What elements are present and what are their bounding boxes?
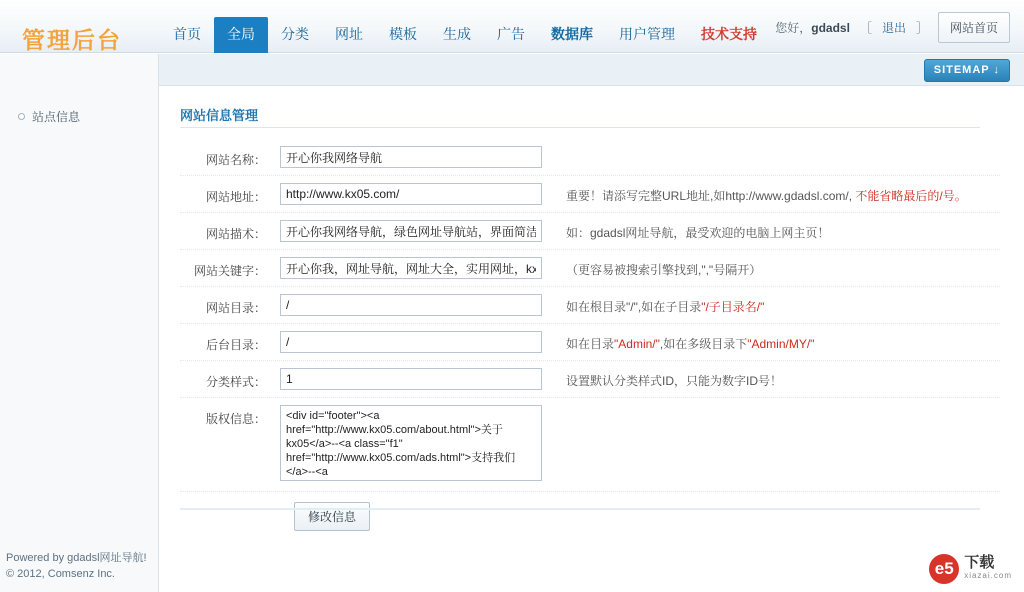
nav-item-generate[interactable]: 生成 [443,26,471,42]
form-row-admin-directory [180,324,1000,361]
main-nav [160,14,770,53]
watermark-subtitle: xiazai.com [964,571,1012,580]
form-row-site-url [180,176,1000,213]
logout-bracket-open: ［ [859,21,872,35]
field-site-name [280,146,548,168]
form-row-site-keywords [180,250,1000,287]
user-area [775,12,1010,43]
form-row-site-name [180,139,1000,176]
copyright-textarea[interactable] [280,405,542,481]
main-content [160,87,1024,592]
site-keywords-input[interactable] [280,257,542,279]
watermark-logo-icon: e5 [929,554,959,584]
site-home-button[interactable]: 网站首页 [938,12,1010,43]
hint-category-style: 设置默认分类样式ID，只能为数字ID号！ [566,374,783,388]
title-divider [180,127,980,128]
hint-site-keywords: （更容易被搜索引擎找到,","号隔开） [566,263,762,277]
site-url-input[interactable] [280,183,542,205]
page-title: 网站信息管理 [180,108,259,123]
form-row-copyright [180,398,1000,492]
nav-item-ads[interactable]: 广告 [497,26,525,42]
nav-item-url[interactable]: 网址 [335,26,363,42]
sitemap-button[interactable]: SITEMAP ↓ [924,59,1010,82]
label-category-style: 分类样式： [205,375,266,389]
field-site-keywords [280,257,548,279]
category-style-input[interactable] [280,368,542,390]
form-row-site-description [180,213,1000,250]
field-site-description [280,220,548,242]
form-row-category-style [180,361,1000,398]
form-row-site-directory [180,287,1000,324]
site-name-input[interactable] [280,146,542,168]
sidebar-footer [6,550,147,582]
nav-item-template[interactable]: 模板 [389,26,417,42]
hint-site-url [548,183,967,205]
hint-admin-directory-example1: "Admin/" [614,337,660,351]
admin-directory-input[interactable] [280,331,542,353]
hint-site-url-text: 重要！请添写完整URL地址,如http://www.gdadsl.com/, [566,189,856,203]
sidebar-item-site-info[interactable] [0,102,159,131]
field-admin-directory [280,331,548,353]
hint-admin-directory-text2: ,如在多级目录下 [659,337,748,351]
page-header [0,0,1024,53]
site-info-form [180,139,1000,531]
logout-link[interactable]: 退出 [881,21,906,35]
copyright-text: © 2012, Comsenz Inc. [6,568,115,580]
hint-site-directory-text: 如在根目录"/",如在子目录 [566,300,702,314]
hint-site-directory [548,294,764,316]
hint-admin-directory [548,331,814,353]
hint-site-name [548,146,566,151]
nav-item-category[interactable]: 分类 [281,26,309,42]
hint-site-directory-example: "/子目录名/" [701,300,765,314]
username: gdadsl [811,21,850,35]
label-site-directory: 网站目录： [205,301,266,315]
greeting-prefix: 您好， [775,21,812,35]
nav-item-support[interactable]: 技术支持 [701,26,757,42]
label-site-name: 网站名称： [205,153,266,167]
field-copyright [280,405,548,484]
label-site-keywords: 网站关键字： [193,264,266,278]
site-description-input[interactable] [280,220,542,242]
sidebar-item-label: 站点信息 [32,110,81,124]
save-button[interactable]: 修改信息 [294,502,370,531]
nav-item-database[interactable]: 数据库 [551,26,593,42]
site-directory-input[interactable] [280,294,542,316]
field-site-directory [280,294,548,316]
logo: 管理后台 [22,27,122,53]
label-site-description: 网站描术： [205,227,266,241]
powered-by-text: Powered by gdadsl网址导航! [6,552,147,564]
field-site-url [280,183,548,205]
field-category-style [280,368,548,390]
greeting [775,19,850,36]
watermark [929,554,1012,584]
bullet-icon [18,113,25,120]
hint-site-description: 如：gdadsl网址导航，最受欢迎的电脑上网主页！ [566,226,830,240]
label-site-url: 网站地址： [205,190,266,204]
nav-item-global[interactable]: 全局 [214,17,268,53]
hint-site-url-warning: 不能省略最后的/号。 [855,189,967,203]
label-admin-directory: 后台目录： [205,338,266,352]
watermark-title: 下载 [964,554,995,571]
label-copyright: 版权信息： [205,412,266,426]
form-actions [180,492,1000,531]
logout-bracket-close: ］ [915,21,928,35]
sidebar [0,54,159,592]
form-bottom-divider [180,508,980,510]
nav-item-home[interactable]: 首页 [173,26,201,42]
hint-admin-directory-example2: "Admin/MY/" [747,337,815,351]
nav-item-user-management[interactable]: 用户管理 [619,26,675,42]
hint-copyright [548,405,566,410]
watermark-text [964,556,1012,582]
hint-admin-directory-text: 如在目录 [566,337,615,351]
